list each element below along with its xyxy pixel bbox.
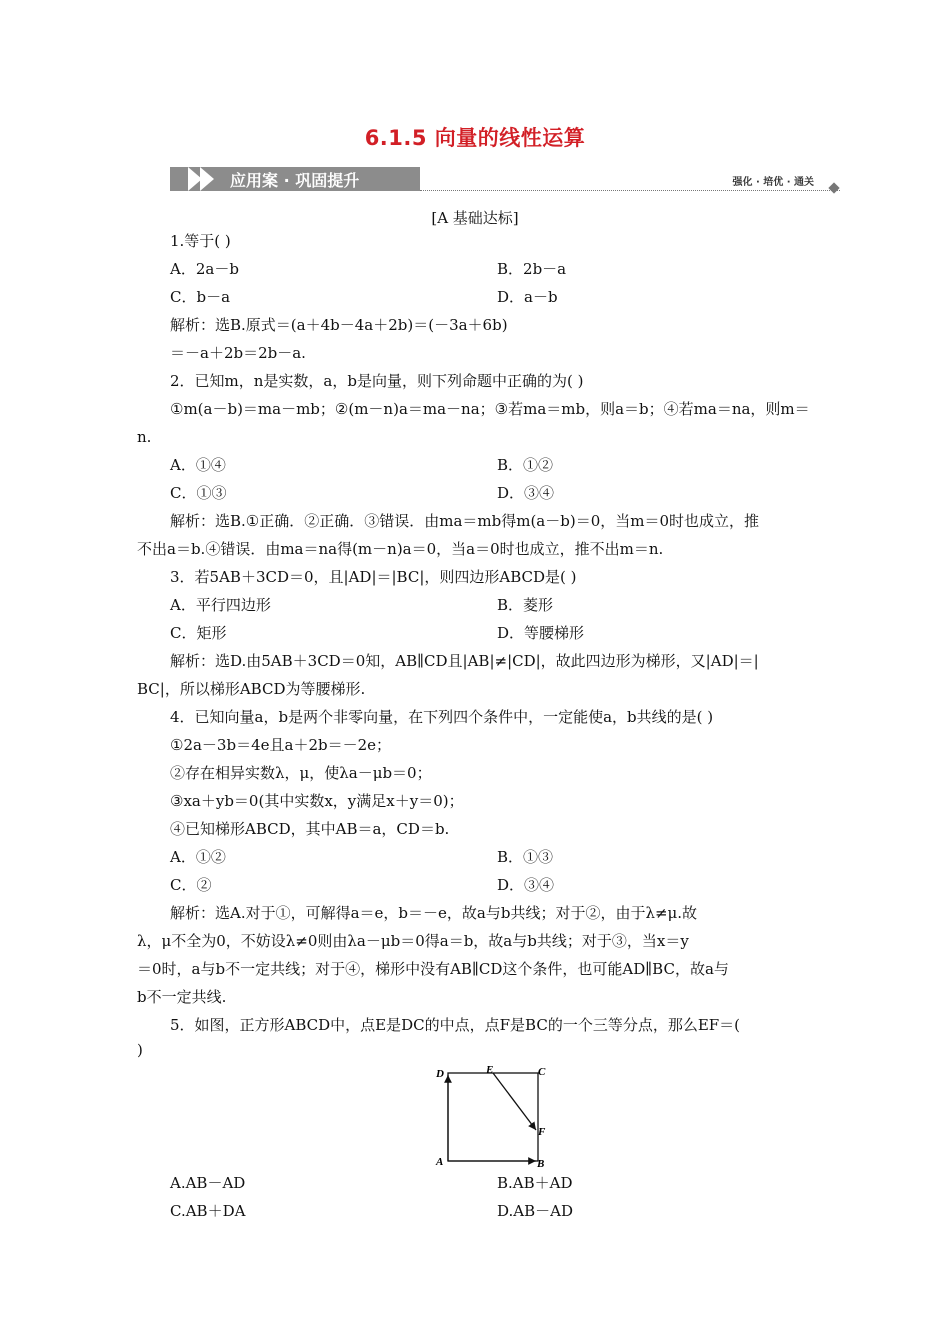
solution-line: 解析：选D.由5AB＋3CD＝0知，AB∥CD且|AB|≠|CD|，故此四边形为梯形，又|AD|＝| <box>170 652 759 670</box>
question-5: 5．如图，正方形ABCD中，点E是DC的中点，点F是BC的一个三等分点，那么EF＝( <box>170 1016 741 1034</box>
banner-divider <box>420 190 840 191</box>
option-c: C．b－a <box>170 288 231 306</box>
condition-3: ③xa＋yb＝0(其中实数x，y满足x＋y＝0)； <box>170 792 464 810</box>
solution-line: 不出a＝b.④错误．由ma＝na得(m－n)a＝0，当a＝0时也成立，推不出m＝n. <box>137 540 664 558</box>
question-line: ) <box>137 1041 143 1059</box>
point-e-label: E <box>486 1064 494 1076</box>
solution-line: ＝0时，a与b不一定共线；对于④，梯形中没有AB∥CD这个条件，也可能AD∥BC，故a与 <box>137 960 729 978</box>
point-c-label: C <box>538 1066 546 1078</box>
point-b-label: B <box>537 1158 545 1170</box>
option-b: B．①③ <box>497 848 554 866</box>
option-a: A．①④ <box>170 456 226 474</box>
chevron-icon <box>200 167 214 191</box>
option-d: D．③④ <box>497 876 555 894</box>
vector-ef <box>493 1073 536 1130</box>
condition-2: ②存在相异实数λ，μ，使λa－μb＝0； <box>170 764 432 782</box>
section-banner <box>170 164 840 194</box>
page-title: 6.1.5 向量的线性运算 <box>364 126 586 150</box>
condition-4: ④已知梯形ABCD，其中AB＝a，CD＝b. <box>170 820 450 838</box>
solution-line: 解析：选B.原式＝(a＋4b－4a＋2b)＝(－3a＋6b) <box>170 316 508 334</box>
solution-line: 解析：选B.①正确．②正确．③错误．由ma＝mb得m(a－b)＝0，当m＝0时也成立，推 <box>170 512 760 530</box>
option-d: D.AB－AD <box>497 1202 573 1220</box>
option-c: C．①③ <box>170 484 227 502</box>
option-a: A．平行四边形 <box>170 596 271 614</box>
square-figure <box>430 1063 550 1173</box>
question-line: n. <box>137 428 152 446</box>
option-d: D．③④ <box>497 484 555 502</box>
question-1: 1.等于( ) <box>170 232 231 250</box>
option-b: B．①② <box>497 456 554 474</box>
solution-line: b不一定共线. <box>137 988 227 1006</box>
point-d-label: D <box>436 1068 444 1080</box>
section-heading: [A 基础达标] <box>431 209 519 227</box>
option-a: A.AB－AD <box>170 1174 246 1192</box>
option-c: C．② <box>170 876 212 894</box>
option-d: D．a－b <box>497 288 558 306</box>
solution-line: BC|，所以梯形ABCD为等腰梯形. <box>137 680 366 698</box>
option-b: B．菱形 <box>497 596 554 614</box>
option-d: D．等腰梯形 <box>497 624 585 642</box>
question-line: ①m(a－b)＝ma－mb；②(m－n)a＝ma－na；③若ma＝mb，则a＝b；④若ma＝na，则m＝ <box>170 400 810 418</box>
option-c: C.AB＋DA <box>170 1202 246 1220</box>
square-outline <box>448 1073 538 1161</box>
option-b: B．2b－a <box>497 260 567 278</box>
question-3: 3．若5AB＋3CD＝0，且|AD|＝|BC|，则四边形ABCD是( ) <box>170 568 577 586</box>
option-a: A．2a－b <box>170 260 239 278</box>
option-b: B.AB＋AD <box>497 1174 573 1192</box>
question-2: 2．已知m，n是实数，a，b是向量，则下列命题中正确的为( ) <box>170 372 584 390</box>
banner-label: 应用案 · 巩固提升 <box>230 171 360 190</box>
option-a: A．①② <box>170 848 226 866</box>
question-4: 4．已知向量a，b是两个非零向量，在下列四个条件中，一定能使a，b共线的是( ) <box>170 708 714 726</box>
solution-line: ＝－a＋2b＝2b－a. <box>170 344 306 362</box>
condition-1: ①2a－3b＝4e且a＋2b＝－2e； <box>170 736 392 754</box>
diamond-icon <box>828 182 839 193</box>
banner-subtitle: 强化 · 培优 · 通关 <box>732 177 814 188</box>
option-c: C．矩形 <box>170 624 227 642</box>
point-f-label: F <box>538 1126 546 1138</box>
point-a-label: A <box>436 1156 444 1168</box>
solution-line: 解析：选A.对于①，可解得a＝e，b＝－e，故a与b共线；对于②，由于λ≠μ.故 <box>170 904 698 922</box>
solution-line: λ，μ不全为0，不妨设λ≠0则由λa－μb＝0得a＝b，故a与b共线；对于③，当x＝y <box>137 932 689 950</box>
